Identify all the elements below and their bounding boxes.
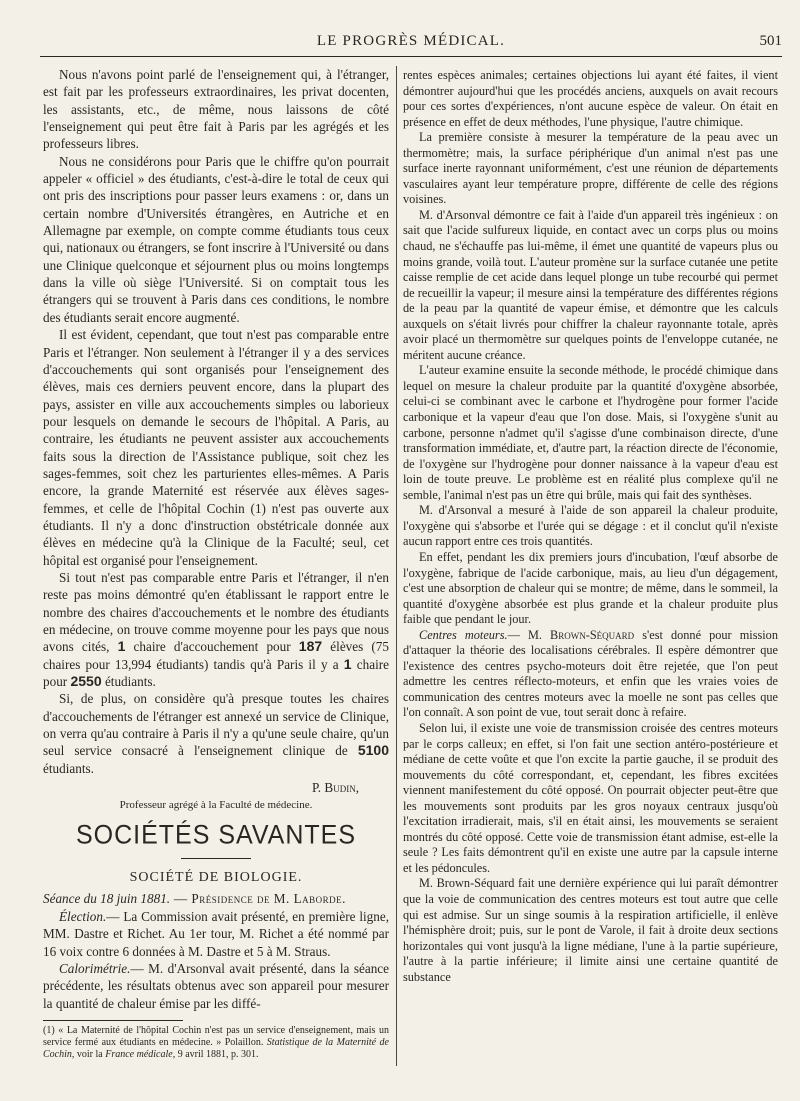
page-number: 501 — [759, 33, 782, 49]
paragraph: Selon lui, il existe une voie de transmission croisée des centres moteurs par le corps calleux; en effet, si l'on fait une section antéro-postérieure et médiane de cette voûte et que l'on excite la partie gauche, il se produit des mouvements du côté correspondant, et, cependant, les fibres excitées viennent manifestement du côté opposé. On pourrait objecter peut-être que les mouvements sont produits par les gros noyaux centraux jusqu'où l'excitation irradierait, mais, s'il en était ainsi, les mouvements se seraient montrés du côté opposé. Cette voie de transmission étant admise, est-elle la seule ? Les faits démontrent qu'il en existe une autre par la capsule interne et les pédoncules. — [403, 720, 778, 875]
author-title: Professeur agrégé à la Faculté de médecine. — [119, 799, 313, 812]
paragraph: Il est évident, cependant, que tout n'est pas comparable entre Paris et l'étranger. Non seulement à l'étranger il y a des services d'accouchements qui sont organisés pour l'enseignement des élèves, mais ces derniers peuvent encore, dans la plupart des pays, assister en ville aux accouchements simples ou laborieux pour lesquels on demande le secours de l'hôpital. A Paris, au contraire, les étudiants ne peuvent assister aux accouchements faits sous la direction de l'Assistance publique, soit chez les sages-femmes, soit chez les parturientes elles-mêmes. A Paris encore, la grande Maternité est réservée aux élèves sages-femmes, et celle de l'hôpital Cochin (1) n'est pas ouverte aux étudiants. Il n'y a donc d'instruction obstétricale donnée aux élèves en médecine qu'à la Clinique de la Faculté; seul, cet hôpital est organisé pour l'enseignement. — [43, 327, 389, 568]
session-date: Séance du 18 juin 1881. — [43, 891, 171, 907]
column-divider — [396, 66, 397, 1066]
footnote — [43, 1025, 389, 1061]
number-emphasis: 1 — [117, 638, 126, 655]
page-header — [40, 28, 782, 57]
text-run: s'est donné pour mission d'attaquer la théorie des localisations cérébrales. Il espère démontrer que l'existence des centres psycho-moteurs doit être rejetée, que l'on peut admettre les centres réflecto-moteurs, et enfin que les vraies voies de communication des centres moteurs avec la moelle ne sont pas celles que l'on connaît. A son point de vue, tout serait donc à refaire. — [403, 627, 778, 720]
right-column — [403, 68, 778, 985]
text-run: , 9 avril 1881, p. 301. — [172, 1048, 259, 1060]
text-run: , voir la — [71, 1048, 106, 1060]
author-name: Brown-Séquard — [550, 627, 635, 642]
paragraph: Nous ne considérons pour Paris que le chiffre qu'on pourrait appeler « officiel » des étudiants, c'est-à-dire le total de ceux qui ont pris des inscriptions pour passer leurs examens : or, dans un certain nombre d'Universités étrangères, en Autriche et en Allemagne par exemple, on compte comme étudiants tous ceux qui, nationaux ou étrangers, se font inscrire à l'Université ou dans une Clinique quelconque et séjournent plus ou moins longtemps dans la ville où siège l'Université. Si on comptait tous les étrangers qui se trouvent à Paris dans ces conditions, le nombre des étudiants serait encore augmenté. — [43, 153, 389, 325]
session-presidency: — Présidence de M. Laborde. — [170, 891, 346, 907]
paragraph: M. d'Arsonval démontre ce fait à l'aide d'un appareil très ingénieux : on sait que l'acide sulfureux liquide, en contact avec un corps plus ou moins chaud, ne s'échauffe pas lui-même, il émet une quantité de vapeurs plus ou moins grande, voilà tout. L'auteur promène sur la surface cutanée une petite caisse remplie de cet acide dans lequel plonge un tube recourbé qui permet de recueillir la vapeur; il mesure ainsi la température des différentes régions de la peau par la quantité de vapeur émise, et démontre que les calculs auxquels on s'était livrés pour chiffrer la chaleur rayonnante totale, après avoir placé un thermomètre sur quelques points de l'enveloppe cutanée, ne méritent aucune créance. — [403, 207, 778, 362]
text-run: Si tout n'est pas comparable entre Paris et l'étranger, il n'en reste pas moins démontré qu'en établissant le rapport entre le nombre des chaires d'accouchements et le nombre des étudiants en médecine, on trouve comme moyenne pour les pays que nous avons cités, — [43, 569, 389, 655]
paragraph: M. Brown-Séquard fait une dernière expérience qui lui paraît démontrer que la voie de communication des centres moteurs est tout autre que celle qui est admise. Sur un singe soumis à la respiration artificielle, il enlève l'hémisphère droit; puis, sur le pont de Varole, il fait à droite deux sections horizontales qui vont jusqu'à la ligne médiane, l'une à la partie supérieure, l'autre à la partie inférieure; il limite ainsi une certaine quantité de substance — [403, 876, 778, 984]
paragraph — [43, 908, 389, 960]
text-run: chaire pour — [43, 656, 389, 690]
number-emphasis: 5100 — [357, 742, 389, 759]
number-emphasis: 2550 — [70, 673, 102, 690]
text-run: — La Commission avait présenté, en première ligne, MM. Dastre et Richet. Au 1er tour, M. Richet a été nommé par 16 voix contre 6 données à M. Dastre et 5 à M. Straus. — [43, 908, 389, 959]
rubric-label: Calorimétrie. — [59, 960, 131, 976]
paragraph — [43, 960, 389, 1012]
rubric-label: Élection. — [59, 908, 107, 924]
paragraph: L'auteur examine ensuite la seconde méthode, le procédé chimique dans lequel on mesure la chaleur produite par la quantité d'oxygène absorbée, celui-ci se combinant avec le carbone et l'hydrogène pour former l'acide carbonique et la vapeur d'eau que l'on dose. Mais, si l'oxygène s'unit au carbone, personne n'admet qu'il s'agisse d'une combinaison directe, d'une transformation immédiate, et, d'autre part, la réaction directe de l'économie, de l'oxygène sur l'hydrogène pour donner naissance à la vapeur d'eau est loin de toute preuve. Le problème est en réalité plus complexe qu'il ne semble, l'animal n'est pas un être qui brûle, mais qui fait des synthèses. — [403, 363, 778, 502]
running-head: LE PROGRÈS MÉDICAL. — [316, 33, 506, 49]
paragraph — [43, 569, 389, 690]
text-run: — M. — [507, 627, 551, 642]
text-run: chaire d'accouchement pour — [125, 639, 299, 655]
paragraph: Nous n'avons point parlé de l'enseignement qui, à l'étranger, est fait par les professeurs extraordinaires, les privat docenten, les assistants, etc., de même, nous laissons de côté l'enseignement qui peut être fait à Paris par les agrégés et les professeurs libres. — [43, 67, 389, 152]
text-run: étudiants. — [101, 674, 156, 690]
session-line — [43, 890, 389, 907]
text-run: (1) « La Maternité de l'hôpital Cochin n'est pas un service d'enseignement, mais un service fermé aux étudiants en médecine. » Polaillon. — [43, 1024, 389, 1048]
section-title: SOCIÉTÉS SAVANTES — [75, 819, 357, 850]
paragraph — [403, 628, 778, 721]
section-rule — [181, 858, 251, 859]
number-emphasis: 187 — [298, 638, 323, 655]
left-column — [43, 66, 389, 1061]
journal-title: France médicale — [105, 1048, 173, 1060]
paragraph: M. d'Arsonval a mesuré à l'aide de son appareil la chaleur produite, l'oxygène qui s'absorbe et l'urée qui se dégage : et il conclut qu'il n'existe aucun rapport entre ces trois quantités. — [403, 503, 778, 549]
paragraph: En effet, pendant les dix premiers jours d'incubation, l'œuf absorbe de l'oxygène, fabrique de l'acide carbonique, mais, au lieu d'un dégagement, c'est une absorption de chaleur qui se montre; de même, dans le sommeil, la quantité d'oxygène absorbée est plus grande et la chaleur produite plus faible que pendant le jour. — [403, 549, 778, 627]
footnote-rule — [43, 1020, 183, 1021]
text-run: étudiants. — [43, 760, 94, 776]
number-emphasis: 1 — [343, 655, 352, 672]
text-run: Si, de plus, on considère qu'à presque toutes les chaires d'accouchements de l'étranger est annexé un service de Clinique, on verra qu'au contraire à Paris il n'y a qu'une seule chaire, qu'un seul service consacré à l'enseignement clinique de — [43, 691, 389, 759]
text-run: — M. d'Arsonval avait présenté, dans la séance précédente, les résultats obtenus avec son appareil pour mesurer la quantité de chaleur émise par les diffé- — [43, 960, 389, 1011]
subsection-title: SOCIÉTÉ DE BIOLOGIE. — [129, 870, 303, 886]
text-run: élèves (75 chaires pour 13,994 étudiants) tandis qu'à Paris il y a — [43, 639, 389, 672]
paragraph: rentes espèces animales; certaines objections lui ayant été faites, il vient démontrer aujourd'hui que les procédés anciens, auxquels on avait recours pour ces sortes d'expériences, n'ont aucune espèce de valeur. On était en présence en effet de deux méthodes, l'une physique, l'autre chimique. — [403, 68, 778, 129]
rubric-label: Centres moteurs. — [419, 627, 508, 642]
author-signature: P. Budin, — [311, 780, 359, 796]
citation-title: Statistique de la Maternité de Cochin — [43, 1036, 389, 1060]
paragraph — [43, 690, 389, 777]
paragraph: La première consiste à mesurer la température de la peau avec un thermomètre; mais, la surface périphérique d'un animal n'est pas une surface inerte rayonnant uniformément, c'est une réunion de départements vasculaires ayant leur température propre, différente de celle des régions voisines. — [403, 130, 778, 207]
